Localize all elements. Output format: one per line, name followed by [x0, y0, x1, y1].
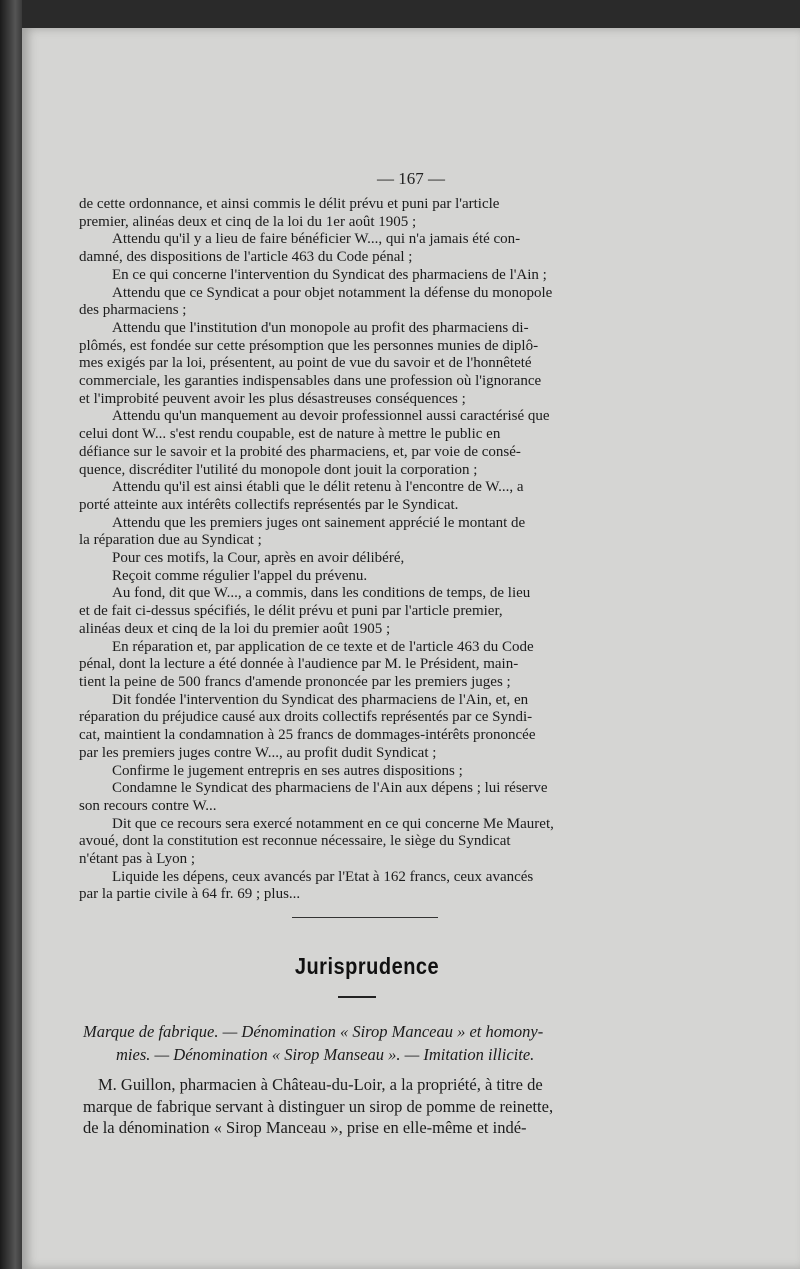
separator-rule	[292, 917, 438, 918]
text-line: des pharmaciens ;	[79, 302, 187, 319]
text-line: Attendu qu'il est ainsi établi que le délit retenu à l'encontre de W..., a	[112, 479, 524, 496]
text-line: commerciale, les garanties indispensables dans une profession où l'ignorance	[79, 373, 542, 390]
text-line: Attendu que les premiers juges ont sainement apprécié le montant de	[112, 514, 526, 531]
text-line: Pour ces motifs, la Cour, après en avoir délibéré,	[112, 550, 405, 567]
text-line: Au fond, dit que W..., a commis, dans les conditions de temps, de lieu	[112, 585, 531, 602]
text-line: Attendu que ce Syndicat a pour objet notamment la défense du monopole	[112, 284, 553, 301]
text-line: Attendu que l'institution d'un monopole au profit des pharmaciens di-	[112, 319, 529, 336]
text-line: Condamne le Syndicat des pharmaciens de l'Ain aux dépens ; lui réserve	[112, 780, 548, 797]
text-line: tient la peine de 500 francs d'amende prononcée par les premiers juges ;	[79, 673, 511, 690]
text-line: n'étant pas à Lyon ;	[79, 851, 196, 868]
text-line: celui dont W... s'est rendu coupable, est de nature à mettre le public en	[79, 426, 501, 443]
book-spine	[0, 0, 22, 1269]
text-line: la réparation due au Syndicat ;	[79, 532, 262, 549]
headnote-line: Marque de fabrique. — Dénomination « Sirop Manceau » et homony-	[83, 1022, 544, 1041]
paragraph-line: marque de fabrique servant à distinguer un sirop de pomme de reinette,	[83, 1096, 554, 1116]
text-line: par les premiers juges contre W..., au profit dudit Syndicat ;	[79, 744, 437, 761]
paragraph-line: de la dénomination « Sirop Manceau », prise en elle-même et indé-	[83, 1118, 527, 1137]
text-line: Liquide les dépens, ceux avancés par l'Etat à 162 francs, ceux avancés	[112, 868, 534, 885]
page-sheet	[22, 28, 800, 1269]
text-line: mes exigés par la loi, présentent, au point de vue du savoir et de l'honnêteté	[79, 355, 532, 372]
text-line: avoué, dont la constitution est reconnue nécessaire, le siège du Syndicat	[79, 833, 511, 850]
judgment-text	[79, 196, 662, 904]
text-line: Reçoit comme régulier l'appel du prévenu.	[112, 567, 368, 584]
text-line: réparation du préjudice causé aux droits collectifs représentés par ce Syndi-	[79, 709, 533, 726]
text-line: quence, discréditer l'utilité du monopole dont jouit la corporation ;	[79, 461, 478, 478]
headnote-line: mies. — Dénomination « Sirop Mansеau ». — Imitation illicite.	[116, 1045, 535, 1064]
case-headnote	[83, 1020, 651, 1066]
section-title: Jurisprudence	[294, 954, 440, 980]
title-underline	[338, 996, 376, 998]
text-line: plômés, est fondée sur cette présomption que les personnes munies de diplô-	[79, 337, 539, 354]
text-line: pénal, dont la lecture a été donnée à l'audience par M. le Président, main-	[79, 656, 519, 673]
text-line: porté atteinte aux intérêts collectifs représentés par le Syndicat.	[79, 496, 459, 513]
text-line: Attendu qu'il y a lieu de faire bénéficier W..., qui n'a jamais été con-	[112, 231, 521, 248]
text-line: alinéas deux et cinq de la loi du premier août 1905 ;	[79, 620, 391, 637]
case-paragraph	[83, 1074, 651, 1139]
text-line: cat, maintient la condamnation à 25 francs de dommages-intérêts prononcée	[79, 727, 536, 744]
text-line: et de fait ci-dessus spécifiés, le délit prévu et puni par l'article premier,	[79, 603, 503, 620]
text-line: damné, des dispositions de l'article 463 du Code pénal ;	[79, 249, 413, 266]
text-line: Dit fondée l'intervention du Syndicat des pharmaciens de l'Ain, et, en	[112, 691, 529, 708]
text-line: En réparation et, par application de ce texte et de l'article 463 du Code	[112, 638, 534, 655]
text-line: défiance sur le savoir et la probité des pharmaciens, et, par voie de consé-	[79, 443, 521, 460]
text-line: Dit que ce recours sera exercé notamment en ce qui concerne Me Mauret,	[112, 815, 554, 832]
text-line: Confirme le jugement entrepris en ses autres dispositions ;	[112, 762, 463, 779]
text-line: et l'improbité peuvent avoir les plus désastreuses conséquences ;	[79, 390, 466, 407]
paragraph-line: M. Guillon, pharmacien à Château-du-Loir, a la propriété, à titre de	[98, 1075, 543, 1094]
text-line: de cette ordonnance, et ainsi commis le délit prévu et puni par l'article	[79, 196, 500, 212]
text-line: par la partie civile à 64 fr. 69 ; plus...	[79, 886, 301, 903]
text-line: son recours contre W...	[79, 797, 217, 814]
text-line: En ce qui concerne l'intervention du Syndicat des pharmaciens de l'Ain ;	[112, 266, 547, 283]
scan-background	[22, 0, 800, 28]
text-line: premier, alinéas deux et cinq de la loi du 1er août 1905 ;	[79, 213, 417, 230]
page-number: — 167 —	[377, 169, 445, 188]
text-line: Attendu qu'un manquement au devoir professionnel aussi caractérisé que	[112, 408, 550, 425]
